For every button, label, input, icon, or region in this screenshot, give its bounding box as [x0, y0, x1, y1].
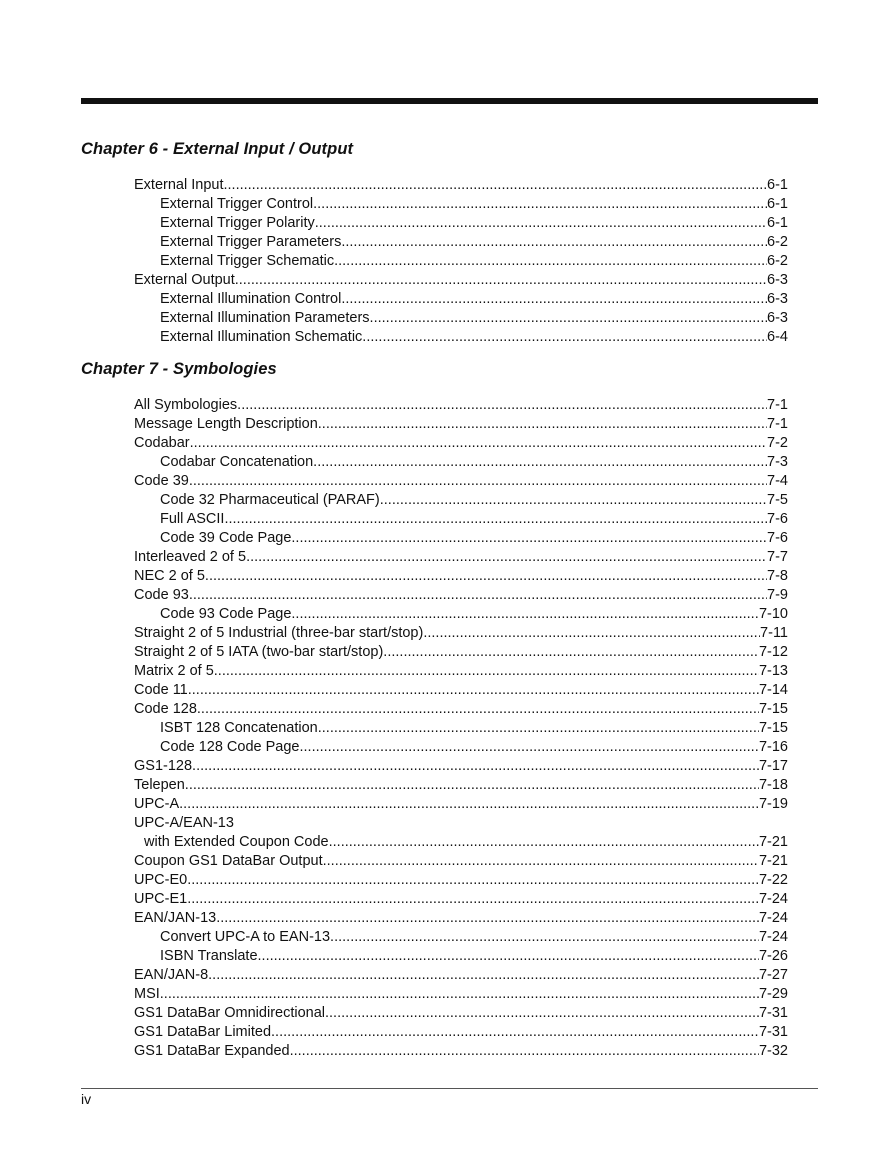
toc-dot-leader	[214, 662, 759, 681]
toc-dot-leader	[383, 643, 759, 662]
toc-dot-leader	[189, 586, 767, 605]
toc-entry-label: Matrix 2 of 5	[134, 663, 214, 679]
toc-entry[interactable]	[134, 233, 788, 252]
toc-entry[interactable]	[134, 985, 788, 1004]
toc-entry-label: ISBT 128 Concatenation	[160, 720, 318, 736]
toc-entry-label: Interleaved 2 of 5	[134, 549, 247, 565]
toc-entry-label: ISBN Translate	[160, 948, 258, 964]
toc-entry-label: GS1 DataBar Omnidirectional	[134, 1005, 325, 1021]
toc-entry-label: GS1 DataBar Expanded	[134, 1043, 290, 1059]
toc-dot-leader	[223, 176, 767, 195]
toc-entry-page: 6-3	[767, 272, 788, 288]
toc-entry[interactable]	[134, 290, 788, 309]
toc-entry[interactable]	[134, 567, 788, 586]
toc-entry-label: UPC-E0	[134, 872, 188, 888]
toc-dot-leader	[187, 890, 759, 909]
toc-entry-label: Message Length Description	[134, 416, 318, 432]
toc-entry-label: Code 128	[134, 701, 197, 717]
toc-entry-page: 7-15	[758, 720, 788, 736]
toc-dot-leader	[258, 947, 759, 966]
toc-entry-page: 6-2	[767, 234, 788, 250]
page-number: iv	[81, 1091, 92, 1107]
toc-entry-label: Codabar	[134, 435, 190, 451]
toc-entry-label: External Input	[134, 177, 224, 193]
toc-entry[interactable]	[134, 662, 788, 681]
toc-entry-page: 7-31	[758, 1005, 788, 1021]
toc-entry-page: 7-5	[767, 492, 788, 508]
toc-entry-label: External Output	[134, 272, 235, 288]
toc-dot-leader	[271, 1023, 759, 1042]
toc-entry[interactable]	[134, 396, 788, 415]
toc-entry-page: 6-1	[767, 177, 788, 193]
toc-entry-page: 7-29	[758, 986, 788, 1002]
toc-dot-leader	[329, 833, 759, 852]
toc-entry-label: Code 32 Pharmaceutical (PARAF)	[160, 492, 380, 508]
toc-entry-label: with Extended Coupon Code	[144, 834, 329, 850]
toc-entry-label: Coupon GS1 DataBar Output	[134, 853, 323, 869]
toc-entry[interactable]	[134, 309, 788, 328]
toc-dot-leader	[224, 510, 767, 529]
toc-dot-leader	[190, 434, 767, 453]
toc-entry-label: NEC 2 of 5	[134, 568, 205, 584]
toc-entry[interactable]	[134, 890, 788, 909]
toc-dot-leader	[330, 928, 759, 947]
toc-entry[interactable]	[134, 624, 788, 643]
toc-entry-label: EAN/JAN-8	[134, 967, 209, 983]
toc-entry-label: GS1-128	[134, 758, 193, 774]
toc-entry-page: 7-13	[758, 663, 788, 679]
toc-entry-label: GS1 DataBar Limited	[134, 1024, 272, 1040]
toc-entry[interactable]	[134, 1023, 788, 1042]
toc-entry-label: Code 39	[134, 473, 189, 489]
toc-entry-page: 7-31	[758, 1024, 788, 1040]
toc-entry-page: 7-16	[758, 739, 788, 755]
toc-entry[interactable]	[134, 909, 788, 928]
toc-entry[interactable]	[134, 472, 788, 491]
toc-entry-page: 7-21	[758, 834, 788, 850]
toc-entry[interactable]	[134, 700, 788, 719]
toc-entry[interactable]	[134, 415, 788, 434]
toc-entry-label: MSI	[134, 986, 160, 1002]
toc-entry-page: 7-26	[758, 948, 788, 964]
toc-dot-leader	[370, 309, 767, 328]
toc-entry[interactable]	[134, 643, 788, 662]
toc-dot-leader	[334, 252, 767, 271]
toc-entry-label: Code 11	[134, 682, 188, 698]
toc-entry-page: 7-18	[758, 777, 788, 793]
chapter-7-title: Chapter 7 - Symbologies	[81, 360, 277, 378]
toc-entry[interactable]	[134, 491, 788, 510]
toc-entry-page: 7-32	[758, 1043, 788, 1059]
toc-dot-leader	[246, 548, 767, 567]
toc-entry-page: 7-3	[767, 454, 788, 470]
toc-dot-leader	[291, 529, 767, 548]
bottom-rule	[81, 1088, 818, 1089]
toc-entry[interactable]	[134, 214, 788, 233]
toc-dot-leader	[179, 795, 759, 814]
toc-entry-label: UPC-A/EAN-13	[134, 815, 234, 831]
toc-entry-page: 7-24	[758, 929, 788, 945]
toc-entry-label: Code 93	[134, 587, 189, 603]
toc-entry[interactable]	[134, 681, 788, 700]
toc-entry-label: Full ASCII	[160, 511, 225, 527]
toc-entry-label: Telepen	[134, 777, 185, 793]
toc-entry-label: External Illumination Schematic	[160, 329, 363, 345]
toc-dot-leader	[318, 415, 767, 434]
toc-entry-label: Code 93 Code Page	[160, 606, 292, 622]
top-rule	[81, 98, 818, 104]
toc-dot-leader	[197, 700, 759, 719]
toc-entry-page: 6-4	[767, 329, 788, 345]
toc-entry-page: 7-6	[767, 530, 788, 546]
toc-entry[interactable]	[134, 719, 788, 738]
toc-entry-page: 7-2	[767, 435, 788, 451]
toc-dot-leader	[380, 491, 767, 510]
toc-entry-page: 7-1	[767, 416, 788, 432]
toc-dot-leader	[188, 681, 759, 700]
toc-entry-label: Straight 2 of 5 Industrial (three-bar start/stop)	[134, 625, 424, 641]
toc-dot-leader	[325, 1004, 759, 1023]
toc-entry[interactable]	[134, 252, 788, 271]
toc-entry-label: Code 128 Code Page	[160, 739, 300, 755]
toc-dot-leader	[423, 624, 760, 643]
toc-entry-label: EAN/JAN-13	[134, 910, 217, 926]
toc-entry[interactable]	[134, 605, 788, 624]
toc-entry-page: 6-2	[767, 253, 788, 269]
toc-entry-label: External Trigger Schematic	[160, 253, 335, 269]
toc-entry[interactable]	[134, 328, 788, 347]
toc-entry[interactable]	[134, 1004, 788, 1023]
toc-entry[interactable]	[134, 928, 788, 947]
chapter-7-toc	[134, 396, 788, 1061]
toc-entry-page: 6-3	[767, 291, 788, 307]
toc-dot-leader	[216, 909, 759, 928]
toc-entry[interactable]	[134, 434, 788, 453]
toc-entry[interactable]	[134, 757, 788, 776]
toc-dot-leader	[313, 453, 767, 472]
toc-entry[interactable]	[134, 738, 788, 757]
toc-entry[interactable]	[134, 453, 788, 472]
toc-entry-page: 7-11	[760, 625, 788, 641]
toc-entry-page: 7-8	[767, 568, 788, 584]
toc-dot-leader	[299, 738, 758, 757]
toc-dot-leader	[192, 757, 759, 776]
toc-dot-leader	[291, 605, 759, 624]
toc-dot-leader	[185, 776, 759, 795]
toc-dot-leader	[189, 472, 767, 491]
toc-entry-page: 7-21	[758, 853, 788, 869]
toc-entry[interactable]	[134, 176, 788, 195]
toc-entry-page: 7-17	[758, 758, 788, 774]
toc-entry[interactable]	[134, 271, 788, 290]
toc-entry[interactable]	[134, 852, 788, 871]
toc-entry-page: 7-7	[767, 549, 788, 565]
toc-dot-leader	[187, 871, 759, 890]
toc-entry[interactable]	[134, 947, 788, 966]
toc-entry[interactable]	[134, 776, 788, 795]
toc-entry-label: Convert UPC-A to EAN-13	[160, 929, 331, 945]
toc-entry-page: 7-12	[758, 644, 788, 660]
toc-entry[interactable]	[134, 833, 788, 852]
toc-entry-page: 7-22	[758, 872, 788, 888]
toc-entry[interactable]	[134, 814, 788, 833]
toc-entry-label: Codabar Concatenation	[160, 454, 314, 470]
toc-entry[interactable]	[134, 510, 788, 529]
toc-entry[interactable]	[134, 548, 788, 567]
toc-dot-leader	[237, 396, 767, 415]
toc-entry-label: All Symbologies	[134, 397, 238, 413]
toc-dot-leader	[235, 271, 767, 290]
toc-entry-page: 7-14	[758, 682, 788, 698]
toc-dot-leader	[290, 1042, 759, 1061]
toc-entry-page: 7-24	[758, 910, 788, 926]
toc-entry-label: External Trigger Polarity	[160, 215, 315, 231]
toc-entry[interactable]	[134, 586, 788, 605]
toc-entry-page: 7-24	[758, 891, 788, 907]
toc-entry-page: 6-1	[767, 215, 788, 231]
toc-entry[interactable]	[134, 795, 788, 814]
toc-entry-page: 6-1	[767, 196, 788, 212]
toc-entry[interactable]	[134, 871, 788, 890]
toc-entry-page: 7-1	[767, 397, 788, 413]
toc-entry[interactable]	[134, 966, 788, 985]
toc-dot-leader	[341, 290, 767, 309]
toc-entry-label: External Illumination Parameters	[160, 310, 370, 326]
toc-dot-leader	[318, 719, 759, 738]
toc-dot-leader	[362, 328, 767, 347]
chapter-6-toc	[134, 176, 788, 347]
toc-entry[interactable]	[134, 1042, 788, 1061]
toc-entry-page: 7-9	[767, 587, 788, 603]
toc-entry-label: External Trigger Control	[160, 196, 314, 212]
toc-entry-label: External Illumination Control	[160, 291, 342, 307]
toc-dot-leader	[323, 852, 759, 871]
toc-entry-label: UPC-A	[134, 796, 180, 812]
toc-dot-leader	[315, 214, 767, 233]
toc-dot-leader	[205, 567, 767, 586]
toc-entry-label: Straight 2 of 5 IATA (two-bar start/stop)	[134, 644, 384, 660]
chapter-6-title: Chapter 6 - External Input / Output	[81, 140, 354, 158]
toc-dot-leader	[341, 233, 767, 252]
toc-entry-page: 6-3	[767, 310, 788, 326]
toc-entry[interactable]	[134, 195, 788, 214]
toc-entry-label: Code 39 Code Page	[160, 530, 292, 546]
toc-entry-page: 7-4	[767, 473, 788, 489]
toc-entry-page: 7-19	[758, 796, 788, 812]
toc-dot-leader	[160, 985, 759, 1004]
toc-entry-label: External Trigger Parameters	[160, 234, 342, 250]
toc-entry-page: 7-15	[758, 701, 788, 717]
toc-entry-label: UPC-E1	[134, 891, 188, 907]
toc-dot-leader	[313, 195, 767, 214]
toc-entry-page: 7-27	[758, 967, 788, 983]
toc-entry-page: 7-10	[758, 606, 788, 622]
toc-dot-leader	[208, 966, 759, 985]
toc-entry-page: 7-6	[767, 511, 788, 527]
toc-entry[interactable]	[134, 529, 788, 548]
